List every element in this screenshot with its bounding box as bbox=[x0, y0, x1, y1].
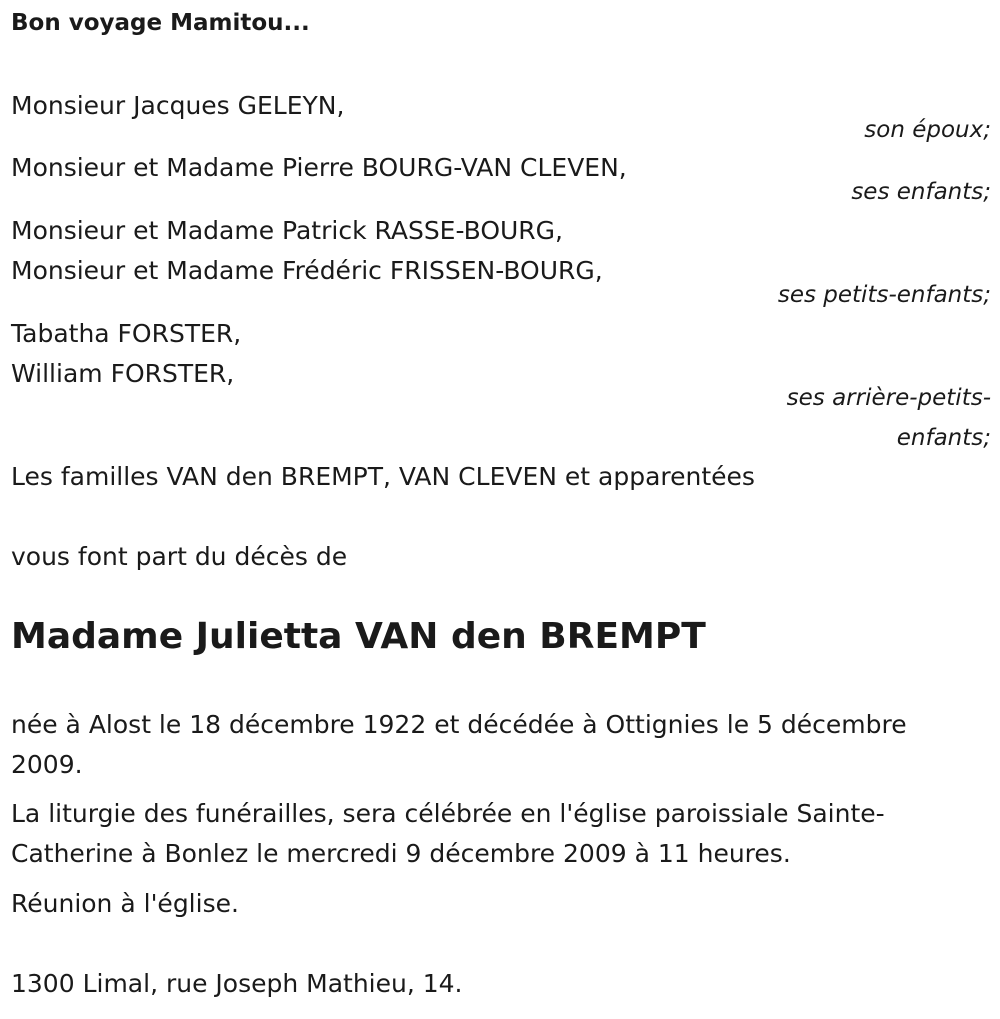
children-name: Monsieur et Madame Pierre BOURG-VAN CLEVEN, bbox=[11, 153, 627, 182]
grandchild-name-2: Monsieur et Madame Frédéric FRISSEN-BOURG, bbox=[11, 256, 603, 285]
great-grandchildren-role-line-1: ses arrière-petits- bbox=[786, 385, 991, 411]
great-grandchildren-role-line-2: enfants; bbox=[896, 425, 991, 451]
heading: Bon voyage Mamitou... bbox=[11, 10, 310, 36]
announcement: vous font part du décès de bbox=[11, 542, 348, 571]
funeral-line-2: Catherine à Bonlez le mercredi 9 décembre 2009 à 11 heures. bbox=[11, 839, 791, 868]
spouse-role: son époux; bbox=[864, 117, 991, 143]
spouse-name: Monsieur Jacques GELEYN, bbox=[11, 91, 345, 120]
birth-death-line-1: née à Alost le 18 décembre 1922 et décédée à Ottignies le 5 décembre bbox=[11, 710, 907, 739]
deceased-name: Madame Julietta VAN den BREMPT bbox=[11, 616, 706, 657]
extended-families: Les familles VAN den BREMPT, VAN CLEVEN et apparentées bbox=[11, 462, 755, 491]
address: 1300 Limal, rue Joseph Mathieu, 14. bbox=[11, 969, 463, 998]
grandchildren-role: ses petits-enfants; bbox=[777, 282, 991, 308]
grandchild-name-1: Monsieur et Madame Patrick RASSE-BOURG, bbox=[11, 216, 563, 245]
children-role: ses enfants; bbox=[851, 179, 991, 205]
great-grandchild-name-2: William FORSTER, bbox=[11, 359, 235, 388]
birth-death-line-2: 2009. bbox=[11, 750, 83, 779]
meeting-info: Réunion à l'église. bbox=[11, 889, 239, 918]
funeral-line-1: La liturgie des funérailles, sera célébrée en l'église paroissiale Sainte- bbox=[11, 799, 885, 828]
great-grandchild-name-1: Tabatha FORSTER, bbox=[11, 319, 242, 348]
